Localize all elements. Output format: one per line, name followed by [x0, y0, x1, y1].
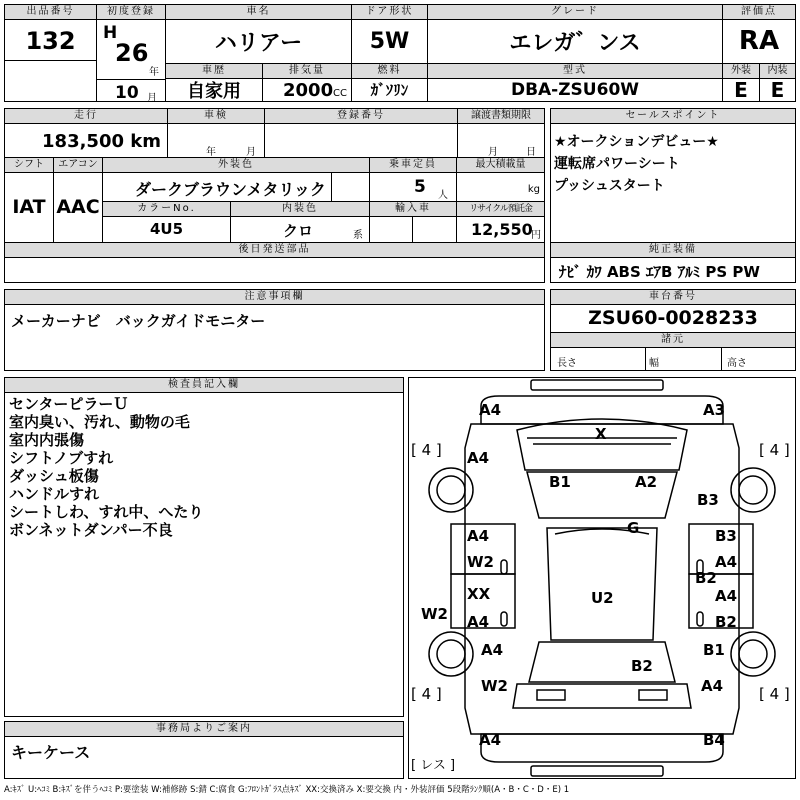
load-box — [456, 157, 545, 202]
month-value: 10 — [115, 83, 139, 103]
sales-line-3: プッシュスタート — [554, 178, 665, 194]
int-score-value: E — [770, 77, 785, 102]
load-unit: kg — [527, 184, 540, 195]
mark-center: U2 — [591, 589, 614, 607]
fuel-box — [351, 63, 428, 102]
lot-label: 出品番号 — [5, 5, 96, 20]
tire-rl: [ 4 ] — [411, 685, 442, 703]
lot-value: 132 — [25, 27, 76, 55]
seats-box — [369, 157, 457, 202]
displacement-unit: CC — [333, 88, 347, 99]
equipment-value: ﾅﾋﾞ ｶﾜ ABS ｴｱB ｱﾙﾐ PS PW — [559, 263, 760, 281]
int-score-box — [759, 63, 796, 102]
inspection-year: 年 — [206, 147, 216, 158]
load-label: 最大積載量 — [457, 158, 544, 173]
car-name-box — [165, 4, 352, 64]
mark-rr-door-2: B2 — [715, 613, 737, 631]
transfer-day: 日 — [526, 147, 536, 158]
ac-label: エアコン — [54, 158, 102, 173]
tire-fl: [ 4 ] — [411, 441, 442, 459]
month-unit: 月 — [147, 93, 157, 104]
ext-color-box — [102, 157, 370, 202]
seats-value: 5 — [414, 177, 426, 197]
inspection-box — [167, 108, 265, 158]
transfer-box — [457, 108, 545, 158]
recycle-label: リサイクル預託金 — [457, 202, 544, 217]
mark-fr-door-1: B3 — [715, 527, 737, 545]
inspector-line-5: ダッシュ板傷 — [9, 467, 99, 485]
sales-line-1: ★オークションデビュー★ — [554, 134, 719, 150]
mark-fl-fender: A4 — [467, 449, 490, 467]
displacement-value: 2000 — [283, 80, 334, 101]
reg-label: 登録番号 — [265, 109, 457, 124]
mileage-value: 183,500 km — [42, 131, 161, 152]
car-name-value: ハリアー — [214, 30, 303, 56]
model-box — [427, 63, 723, 102]
fuel-value: ｶﾞｿﾘﾝ — [370, 81, 409, 99]
inspector-line-7: シートしわ、すれ中、へたり — [9, 503, 204, 521]
mark-hood-left: B1 — [549, 473, 571, 491]
score-label: 評価点 — [723, 5, 795, 20]
equipment-box — [550, 242, 796, 283]
int-color-unit: 系 — [353, 230, 363, 241]
import-box — [369, 201, 457, 243]
mark-rr-door-1: A4 — [715, 587, 738, 605]
chassis-value: ZSU60-0028233 — [588, 307, 758, 329]
history-box — [165, 63, 263, 102]
mark-fr-fender: B3 — [697, 491, 719, 509]
reg-box — [264, 108, 458, 158]
mark-rl-qtr-2: W2 — [481, 677, 508, 695]
mark-rr-qtr-2: A4 — [701, 677, 724, 695]
int-color-label: 内装色 — [231, 202, 369, 217]
mark-fl-door-2: W2 — [467, 553, 494, 571]
ext-color-value: ダークブラウンメタリック — [135, 180, 326, 199]
notes-label: 注意事項欄 — [5, 290, 544, 305]
ext-score-value: E — [734, 77, 748, 102]
mark-fr-door-2: A4 — [715, 553, 738, 571]
ac-value: AAC — [56, 196, 100, 218]
recycle-unit: 円 — [531, 230, 541, 241]
ac-box — [53, 157, 103, 243]
mark-rl-door-2: A4 — [467, 613, 490, 631]
tire-rr: [ 4 ] — [759, 685, 790, 703]
spec-width: 幅 — [649, 358, 659, 369]
era-value: H — [103, 23, 118, 43]
color-no-value: 4U5 — [149, 220, 184, 238]
chassis-box — [550, 289, 796, 371]
notes-value: メーカーナビ バックガイドモニター — [11, 312, 266, 330]
inspector-label: 検査員記入欄 — [5, 378, 403, 393]
color-no-label: カラーNo. — [103, 202, 230, 217]
ext-color-label: 外装色 — [103, 158, 369, 173]
fuel-label: 燃料 — [352, 64, 427, 79]
car-diagram-box — [408, 377, 796, 779]
import-label: 輸入車 — [370, 202, 456, 217]
ext-score-box — [722, 63, 760, 102]
mark-left-sill: W2 — [421, 605, 448, 623]
transfer-month: 月 — [488, 147, 498, 158]
later-label: 後日発送部品 — [5, 243, 544, 258]
inspector-line-4: シフトノブすれ — [9, 449, 114, 467]
inspector-line-8: ボンネットダンパー不良 — [9, 521, 173, 539]
displacement-label: 排気量 — [263, 64, 351, 79]
score-value: RA — [738, 26, 780, 56]
inspector-line-1: センターピラーＵ — [9, 395, 129, 413]
int-color-value: クロ — [283, 222, 314, 240]
specs-label: 諸元 — [551, 332, 795, 348]
mark-rr-qtr-1: B1 — [703, 641, 725, 659]
year-value: 26 — [115, 39, 149, 67]
later-box — [4, 242, 545, 283]
shift-box — [4, 157, 54, 243]
office-label: 事務局よりご案内 — [5, 722, 403, 737]
sales-line-2: 運転席パワーシート — [554, 156, 680, 172]
inspection-month: 月 — [246, 147, 256, 158]
grade-label: グレード — [428, 5, 722, 20]
transfer-label: 譲渡書類期限 — [458, 109, 544, 124]
grade-box — [427, 4, 723, 64]
ext-score-label: 外装 — [723, 64, 759, 79]
history-value: 自家用 — [187, 80, 241, 102]
first-reg-box — [96, 4, 166, 102]
mark-fl-door-1: A4 — [467, 527, 490, 545]
model-value: DBA-ZSU60W — [510, 79, 640, 100]
mileage-box — [4, 108, 168, 158]
spare-tire: [ レス ] — [411, 758, 456, 773]
lot-box — [4, 4, 97, 102]
notes-box — [4, 289, 545, 371]
mark-trunk: B2 — [631, 657, 653, 675]
chassis-label: 車台番号 — [551, 290, 795, 305]
int-color-box — [230, 201, 370, 243]
color-no-box — [102, 201, 231, 243]
mark-rr-corner: B4 — [703, 731, 725, 749]
legend: A:ｷｽﾞ U:ﾍｺﾐ B:ｷｽﾞを伴うﾍｺﾐ P:要塗装 W:補修跡 S:錆 C:腐食 G:ﾌﾛﾝﾄｶﾞﾗｽ点ｷｽﾞ XX:交換済み X:要交換 内・外装評価 5段階ﾗﾝｸ順(A・B・C・D・E) 1 — [4, 785, 570, 795]
mark-fr-door-3: B2 — [695, 569, 717, 587]
seats-unit: 人 — [438, 190, 448, 201]
spec-height: 高さ — [727, 358, 747, 369]
history-label: 車歴 — [166, 64, 262, 79]
office-box — [4, 721, 404, 779]
office-value: キーケース — [11, 743, 91, 762]
shift-value: IAT — [12, 196, 46, 218]
inspector-line-3: 室内内張傷 — [9, 431, 85, 449]
recycle-box — [456, 201, 545, 243]
inspector-line-2: 室内臭い、汚れ、動物の毛 — [9, 413, 190, 431]
model-label: 型式 — [428, 64, 722, 79]
recycle-value: 12,550 — [471, 220, 533, 239]
shift-label: シフト — [5, 158, 53, 173]
score-box — [722, 4, 796, 64]
mileage-label: 走行 — [5, 109, 167, 124]
int-score-label: 内装 — [760, 64, 795, 79]
inspector-line-6: ハンドルすれ — [9, 485, 100, 503]
inspection-label: 車検 — [168, 109, 264, 124]
mark-rl-door-1: XX — [467, 585, 491, 603]
mark-fr-corner: A3 — [703, 401, 726, 419]
sales-box — [550, 108, 796, 243]
displacement-box — [262, 63, 352, 102]
grade-value: エレガ゛ンス — [509, 30, 641, 56]
seats-label: 乗車定員 — [370, 158, 456, 173]
mark-windshield: X — [595, 425, 607, 443]
sales-label: セールスポイント — [551, 109, 795, 124]
inspector-box — [4, 377, 404, 717]
tire-fr: [ 4 ] — [759, 441, 790, 459]
mark-fl-corner: A4 — [479, 401, 502, 419]
mark-rl-qtr-1: A4 — [481, 641, 504, 659]
door-value: 5W — [369, 28, 410, 54]
equipment-label: 純正装備 — [551, 243, 795, 258]
year-unit: 年 — [149, 67, 159, 78]
door-box — [351, 4, 428, 64]
door-label: ドア形状 — [352, 5, 427, 20]
first-reg-label: 初度登録 — [97, 5, 165, 20]
mark-rl-corner: A4 — [479, 731, 502, 749]
spec-length: 長さ — [557, 358, 577, 369]
mark-hood-right: A2 — [635, 473, 658, 491]
car-name-label: 車名 — [166, 5, 351, 20]
mark-roof: G — [627, 519, 640, 537]
